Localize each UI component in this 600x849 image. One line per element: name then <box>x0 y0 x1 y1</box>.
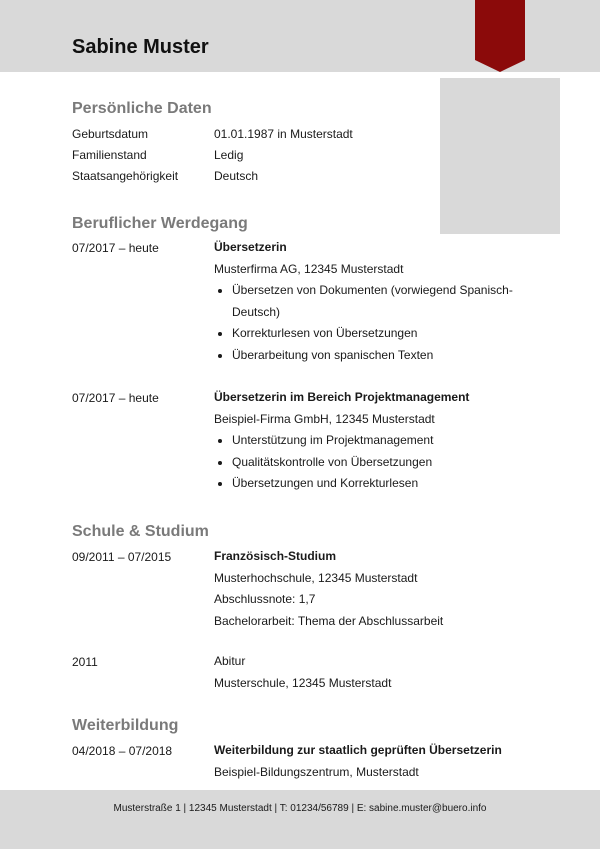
entry-date: 09/2011 – 07/2015 <box>72 550 172 564</box>
bullet-item: Übersetzen von Dokumenten (vorwiegend Spanisch-Deutsch) <box>232 280 534 323</box>
entry-line: Musterhochschule, 12345 Musterstadt <box>214 570 418 585</box>
bullet-item: Überarbeitung von spanischen Texten <box>232 345 534 367</box>
bullet-item: Übersetzungen und Korrekturlesen <box>232 473 534 495</box>
section-title-personal: Persönliche Daten <box>72 100 212 117</box>
personal-label: Familienstand <box>72 148 147 162</box>
entry-line: Beispiel-Bildungszentrum, Musterstadt <box>214 764 419 779</box>
footer-band <box>0 790 600 849</box>
entry-line: Musterschule, 12345 Musterstadt <box>214 675 392 690</box>
entry-title: Weiterbildung zur staatlich geprüften Übersetzerin <box>214 743 502 757</box>
bullet-item: Korrekturlesen von Übersetzungen <box>232 323 534 345</box>
entry-date: 07/2017 – heute <box>72 391 159 405</box>
entry-line: Bachelorarbeit: Thema der Abschlussarbeit <box>214 613 444 628</box>
entry-title: Abitur <box>214 654 246 668</box>
entry-company: Musterfirma AG, 12345 Musterstadt <box>214 261 404 276</box>
section-title-education: Schule & Studium <box>72 523 209 540</box>
entry-date: 2011 <box>72 655 98 669</box>
entry-bullets <box>214 430 534 495</box>
entry-date: 07/2017 – heute <box>72 241 159 255</box>
entry-company: Beispiel-Firma GmbH, 12345 Musterstadt <box>214 411 435 426</box>
personal-value: Ledig <box>214 148 244 162</box>
personal-value: Deutsch <box>214 169 259 183</box>
bullet-item: Qualitätskontrolle von Übersetzungen <box>232 452 534 474</box>
section-title-career: Beruflicher Werdegang <box>72 215 248 232</box>
photo-placeholder <box>440 78 560 234</box>
entry-title: Französisch-Studium <box>214 549 337 563</box>
entry-bullets <box>214 280 534 366</box>
bookmark-ribbon-icon <box>475 0 525 72</box>
personal-value: 01.01.1987 in Musterstadt <box>214 127 353 141</box>
personal-label: Geburtsdatum <box>72 127 149 141</box>
footer-contact: Musterstraße 1 | 12345 Musterstadt | T: 01234/56789 | E: sabine.muster@buero.info <box>113 803 487 814</box>
entry-date: 04/2018 – 07/2018 <box>72 744 173 758</box>
applicant-name: Sabine Muster <box>72 36 209 58</box>
entry-title: Übersetzerin <box>214 240 287 254</box>
bullet-item: Unterstützung im Projektmanagement <box>232 430 534 452</box>
entry-line: Abschlussnote: 1,7 <box>214 592 316 606</box>
personal-label: Staatsangehörigkeit <box>72 169 179 183</box>
entry-title: Übersetzerin im Bereich Projektmanagement <box>214 390 470 404</box>
section-title-training: Weiterbildung <box>72 717 179 734</box>
